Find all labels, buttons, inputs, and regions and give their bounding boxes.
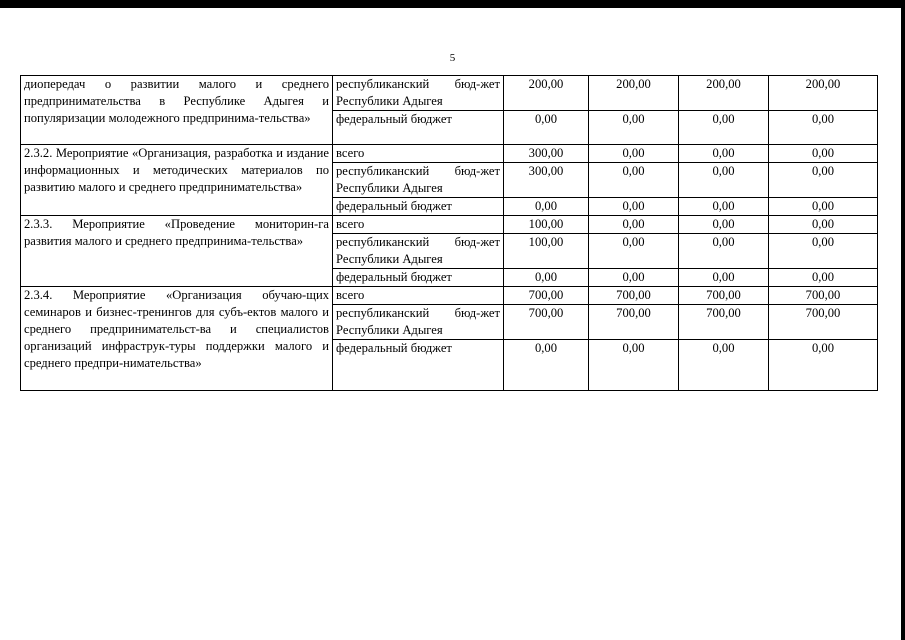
amount-cell: 0,00 bbox=[679, 145, 769, 163]
table-row bbox=[21, 76, 878, 111]
amount-cell: 0,00 bbox=[769, 269, 878, 287]
amount-cell: 700,00 bbox=[769, 305, 878, 340]
amount-cell: 700,00 bbox=[589, 305, 679, 340]
amount-cell: 300,00 bbox=[504, 145, 589, 163]
event-description: 2.3.3. Мероприятие «Проведение мониторин-га развития малого и среднего предпринима-тельства» bbox=[21, 216, 333, 287]
amount-cell: 100,00 bbox=[504, 216, 589, 234]
amount-cell: 0,00 bbox=[589, 340, 679, 391]
amount-cell: 0,00 bbox=[589, 234, 679, 269]
amount-cell: 200,00 bbox=[504, 76, 589, 111]
table-row bbox=[21, 287, 878, 305]
amount-cell: 0,00 bbox=[504, 111, 589, 145]
amount-cell: 0,00 bbox=[679, 269, 769, 287]
funding-source: федеральный бюджет bbox=[333, 269, 504, 287]
amount-cell: 700,00 bbox=[504, 305, 589, 340]
funding-source: всего bbox=[333, 145, 504, 163]
budget-table bbox=[20, 75, 878, 391]
event-description: диопередач о развитии малого и среднего предпринимательства в Республике Адыгея и популяризации молодежного предпринима-тельства» bbox=[21, 76, 333, 145]
amount-cell: 0,00 bbox=[679, 163, 769, 198]
funding-source: республиканский бюд-жет Республики Адыгея bbox=[333, 305, 504, 340]
amount-cell: 200,00 bbox=[679, 76, 769, 111]
amount-cell: 700,00 bbox=[769, 287, 878, 305]
amount-cell: 300,00 bbox=[504, 163, 589, 198]
amount-cell: 0,00 bbox=[679, 216, 769, 234]
amount-cell: 200,00 bbox=[769, 76, 878, 111]
funding-source: республиканский бюд-жет Республики Адыгея bbox=[333, 76, 504, 111]
amount-cell: 0,00 bbox=[504, 198, 589, 216]
amount-cell: 0,00 bbox=[769, 216, 878, 234]
amount-cell: 0,00 bbox=[679, 234, 769, 269]
amount-cell: 0,00 bbox=[589, 216, 679, 234]
amount-cell: 100,00 bbox=[504, 234, 589, 269]
amount-cell: 700,00 bbox=[679, 287, 769, 305]
amount-cell: 0,00 bbox=[769, 163, 878, 198]
amount-cell: 0,00 bbox=[769, 234, 878, 269]
funding-source: республиканский бюд-жет Республики Адыгея bbox=[333, 234, 504, 269]
amount-cell: 700,00 bbox=[679, 305, 769, 340]
amount-cell: 0,00 bbox=[769, 340, 878, 391]
scan-right-border bbox=[901, 0, 905, 640]
event-description: 2.3.4. Мероприятие «Организация обучаю-щих семинаров и бизнес-тренингов для субъ-ектов малого и среднего предпринимательст-ва и специалистов организаций инфраструк-туры поддержки малого и среднего предпри-нимательства» bbox=[21, 287, 333, 391]
amount-cell: 0,00 bbox=[589, 269, 679, 287]
amount-cell: 0,00 bbox=[769, 198, 878, 216]
funding-source: федеральный бюджет bbox=[333, 111, 504, 145]
funding-source: всего bbox=[333, 216, 504, 234]
funding-source: всего bbox=[333, 287, 504, 305]
amount-cell: 0,00 bbox=[589, 163, 679, 198]
amount-cell: 0,00 bbox=[589, 198, 679, 216]
amount-cell: 0,00 bbox=[769, 111, 878, 145]
amount-cell: 0,00 bbox=[504, 340, 589, 391]
amount-cell: 0,00 bbox=[769, 145, 878, 163]
funding-source: федеральный бюджет bbox=[333, 198, 504, 216]
scan-top-border bbox=[0, 0, 905, 8]
amount-cell: 200,00 bbox=[589, 76, 679, 111]
amount-cell: 0,00 bbox=[679, 111, 769, 145]
table-row bbox=[21, 216, 878, 234]
event-description: 2.3.2. Мероприятие «Организация, разработка и издание информационных и методических материалов по развитию малого и среднего предпринимательства» bbox=[21, 145, 333, 216]
amount-cell: 0,00 bbox=[679, 340, 769, 391]
amount-cell: 0,00 bbox=[589, 111, 679, 145]
funding-source: республиканский бюд-жет Республики Адыгея bbox=[333, 163, 504, 198]
funding-source: федеральный бюджет bbox=[333, 340, 504, 391]
amount-cell: 700,00 bbox=[589, 287, 679, 305]
table-row bbox=[21, 145, 878, 163]
amount-cell: 0,00 bbox=[679, 198, 769, 216]
amount-cell: 700,00 bbox=[504, 287, 589, 305]
page-number: 5 bbox=[449, 52, 456, 64]
amount-cell: 0,00 bbox=[504, 269, 589, 287]
amount-cell: 0,00 bbox=[589, 145, 679, 163]
